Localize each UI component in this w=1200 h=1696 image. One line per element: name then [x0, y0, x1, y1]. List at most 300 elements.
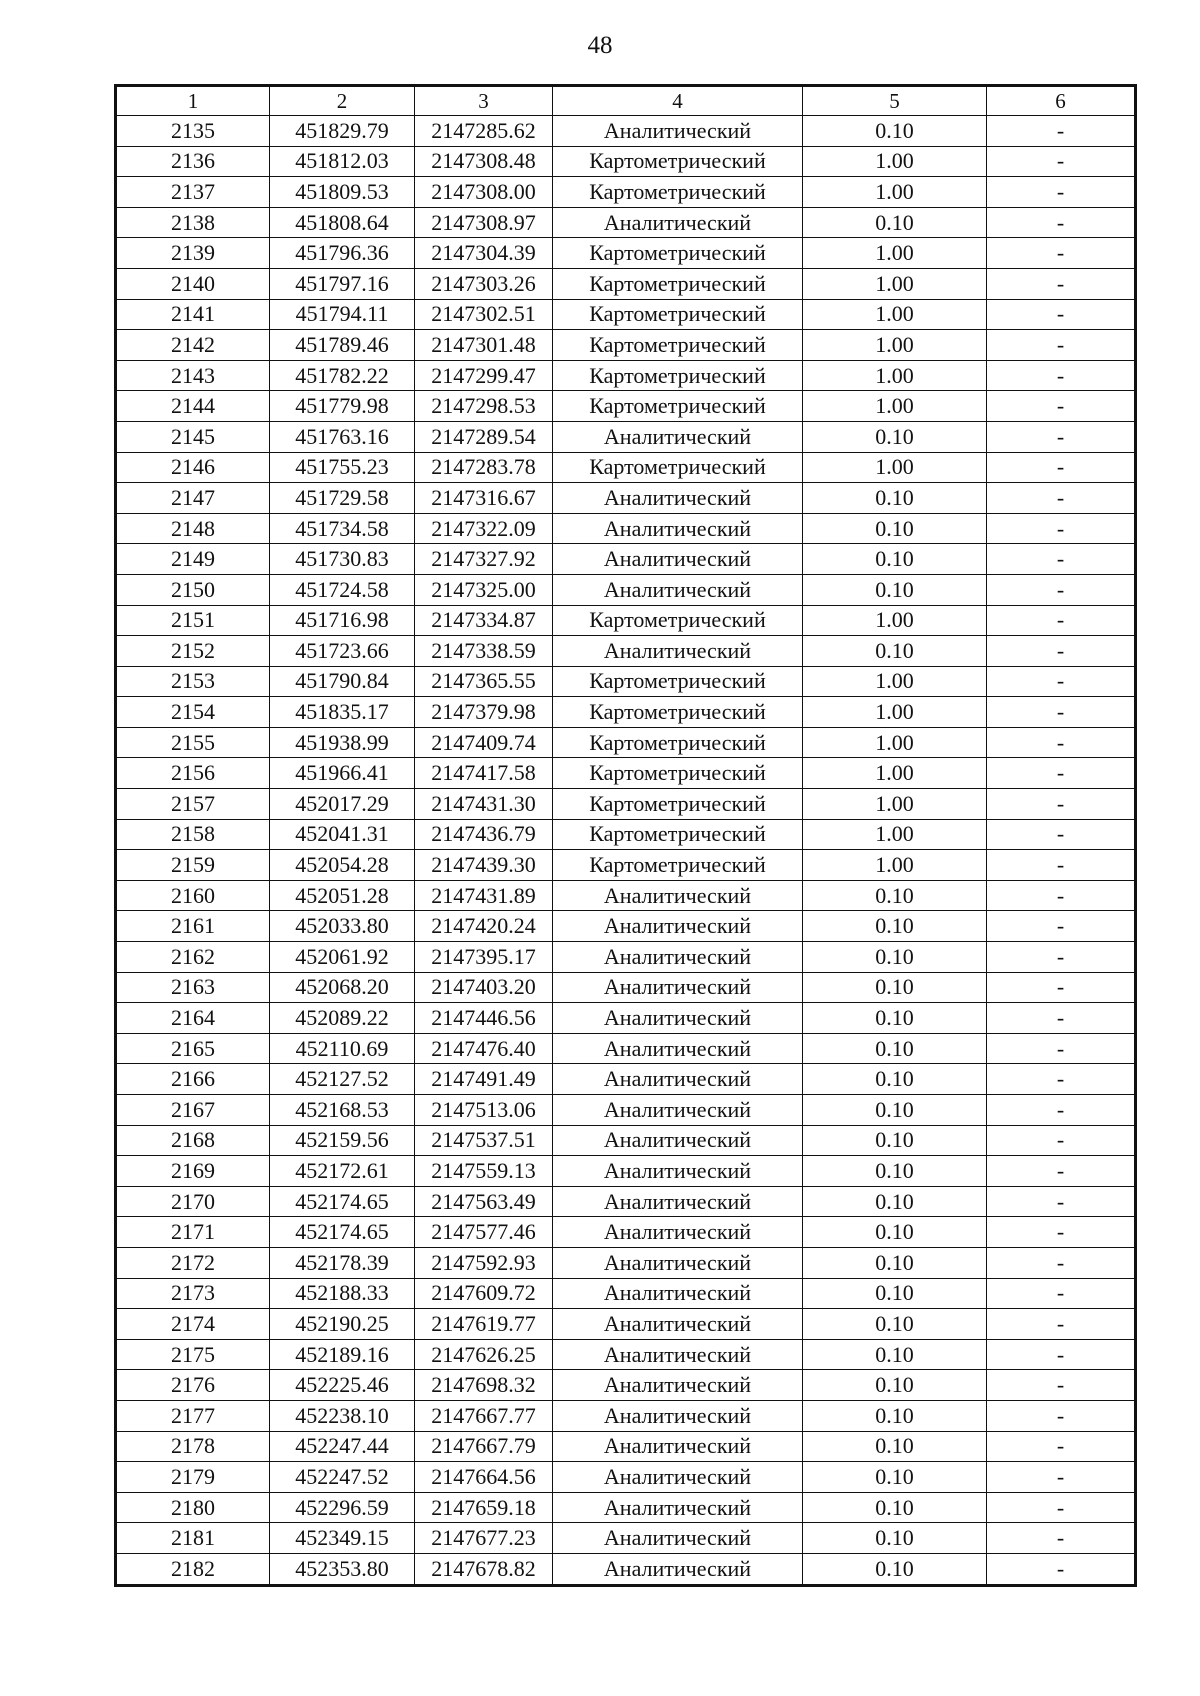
cell-y-coordinate: 2147431.30: [415, 789, 553, 820]
cell-point-number: 2135: [116, 116, 270, 147]
cell-accuracy: 0.10: [803, 636, 987, 667]
cell-note: -: [987, 574, 1136, 605]
cell-accuracy: 1.00: [803, 697, 987, 728]
header-row: [116, 86, 1136, 116]
cell-point-number: 2136: [116, 146, 270, 177]
coordinates-table: [114, 84, 1137, 1587]
cell-accuracy: 0.10: [803, 1400, 987, 1431]
cell-x-coordinate: 451779.98: [270, 391, 415, 422]
cell-method: Картометрический: [553, 697, 803, 728]
cell-accuracy: 0.10: [803, 513, 987, 544]
cell-method: Картометрический: [553, 391, 803, 422]
cell-note: -: [987, 1400, 1136, 1431]
cell-y-coordinate: 2147409.74: [415, 727, 553, 758]
table-header: [116, 86, 1136, 116]
cell-x-coordinate: 451938.99: [270, 727, 415, 758]
cell-point-number: 2161: [116, 911, 270, 942]
cell-method: Аналитический: [553, 972, 803, 1003]
cell-note: -: [987, 789, 1136, 820]
table-row: [116, 391, 1136, 422]
cell-y-coordinate: 2147395.17: [415, 942, 553, 973]
cell-y-coordinate: 2147338.59: [415, 636, 553, 667]
cell-note: -: [987, 452, 1136, 483]
cell-note: -: [987, 911, 1136, 942]
table-row: [116, 452, 1136, 483]
table-row: [116, 116, 1136, 147]
column-header: 1: [116, 86, 270, 116]
table-row: [116, 697, 1136, 728]
cell-accuracy: 0.10: [803, 1278, 987, 1309]
cell-y-coordinate: 2147476.40: [415, 1033, 553, 1064]
cell-accuracy: 1.00: [803, 330, 987, 361]
column-header: 4: [553, 86, 803, 116]
cell-note: -: [987, 146, 1136, 177]
cell-method: Аналитический: [553, 1064, 803, 1095]
cell-x-coordinate: 451797.16: [270, 268, 415, 299]
cell-note: -: [987, 1431, 1136, 1462]
cell-note: -: [987, 1492, 1136, 1523]
cell-point-number: 2153: [116, 666, 270, 697]
cell-note: -: [987, 1125, 1136, 1156]
cell-method: Картометрический: [553, 238, 803, 269]
cell-x-coordinate: 451734.58: [270, 513, 415, 544]
cell-note: -: [987, 330, 1136, 361]
cell-y-coordinate: 2147667.77: [415, 1400, 553, 1431]
table-row: [116, 942, 1136, 973]
cell-point-number: 2156: [116, 758, 270, 789]
cell-point-number: 2174: [116, 1309, 270, 1340]
cell-method: Аналитический: [553, 911, 803, 942]
cell-accuracy: 0.10: [803, 207, 987, 238]
cell-y-coordinate: 2147698.32: [415, 1370, 553, 1401]
cell-method: Аналитический: [553, 1370, 803, 1401]
cell-x-coordinate: 452033.80: [270, 911, 415, 942]
cell-x-coordinate: 452190.25: [270, 1309, 415, 1340]
cell-accuracy: 0.10: [803, 1125, 987, 1156]
cell-x-coordinate: 452017.29: [270, 789, 415, 820]
cell-point-number: 2177: [116, 1400, 270, 1431]
cell-point-number: 2152: [116, 636, 270, 667]
cell-point-number: 2145: [116, 421, 270, 452]
cell-method: Аналитический: [553, 483, 803, 514]
cell-accuracy: 1.00: [803, 452, 987, 483]
cell-note: -: [987, 207, 1136, 238]
cell-method: Аналитический: [553, 1217, 803, 1248]
table-row: [116, 330, 1136, 361]
cell-accuracy: 1.00: [803, 850, 987, 881]
cell-note: -: [987, 299, 1136, 330]
cell-note: -: [987, 1278, 1136, 1309]
cell-x-coordinate: 451808.64: [270, 207, 415, 238]
cell-x-coordinate: 451716.98: [270, 605, 415, 636]
table-row: [116, 1186, 1136, 1217]
table-row: [116, 1523, 1136, 1554]
table-body: [116, 116, 1136, 1586]
cell-accuracy: 0.10: [803, 421, 987, 452]
cell-method: Аналитический: [553, 1492, 803, 1523]
cell-method: Картометрический: [553, 819, 803, 850]
cell-note: -: [987, 1186, 1136, 1217]
cell-accuracy: 0.10: [803, 1431, 987, 1462]
table-row: [116, 727, 1136, 758]
cell-method: Аналитический: [553, 116, 803, 147]
cell-x-coordinate: 452178.39: [270, 1247, 415, 1278]
cell-x-coordinate: 451812.03: [270, 146, 415, 177]
cell-note: -: [987, 972, 1136, 1003]
column-header: 3: [415, 86, 553, 116]
cell-method: Картометрический: [553, 850, 803, 881]
cell-y-coordinate: 2147664.56: [415, 1462, 553, 1493]
cell-note: -: [987, 1095, 1136, 1126]
cell-point-number: 2162: [116, 942, 270, 973]
cell-point-number: 2138: [116, 207, 270, 238]
cell-x-coordinate: 452188.33: [270, 1278, 415, 1309]
table-row: [116, 574, 1136, 605]
cell-note: -: [987, 666, 1136, 697]
cell-x-coordinate: 451729.58: [270, 483, 415, 514]
table-row: [116, 299, 1136, 330]
cell-y-coordinate: 2147299.47: [415, 360, 553, 391]
cell-note: -: [987, 268, 1136, 299]
cell-y-coordinate: 2147513.06: [415, 1095, 553, 1126]
table-row: [116, 360, 1136, 391]
cell-point-number: 2151: [116, 605, 270, 636]
cell-method: Аналитический: [553, 1400, 803, 1431]
cell-method: Аналитический: [553, 421, 803, 452]
cell-point-number: 2182: [116, 1553, 270, 1585]
table-row: [116, 207, 1136, 238]
table-row: [116, 513, 1136, 544]
cell-point-number: 2149: [116, 544, 270, 575]
cell-x-coordinate: 451789.46: [270, 330, 415, 361]
cell-x-coordinate: 452172.61: [270, 1156, 415, 1187]
cell-note: -: [987, 758, 1136, 789]
column-header: 2: [270, 86, 415, 116]
cell-point-number: 2175: [116, 1339, 270, 1370]
cell-accuracy: 1.00: [803, 727, 987, 758]
cell-method: Аналитический: [553, 1033, 803, 1064]
cell-x-coordinate: 452247.44: [270, 1431, 415, 1462]
table-row: [116, 1247, 1136, 1278]
cell-method: Аналитический: [553, 1095, 803, 1126]
cell-x-coordinate: 451794.11: [270, 299, 415, 330]
cell-point-number: 2180: [116, 1492, 270, 1523]
cell-x-coordinate: 451809.53: [270, 177, 415, 208]
cell-point-number: 2178: [116, 1431, 270, 1462]
cell-point-number: 2158: [116, 819, 270, 850]
cell-y-coordinate: 2147667.79: [415, 1431, 553, 1462]
cell-x-coordinate: 452174.65: [270, 1186, 415, 1217]
cell-method: Аналитический: [553, 1003, 803, 1034]
cell-y-coordinate: 2147308.00: [415, 177, 553, 208]
cell-note: -: [987, 1339, 1136, 1370]
cell-accuracy: 0.10: [803, 972, 987, 1003]
cell-point-number: 2141: [116, 299, 270, 330]
table-row: [116, 483, 1136, 514]
cell-method: Картометрический: [553, 666, 803, 697]
cell-method: Картометрический: [553, 758, 803, 789]
cell-note: -: [987, 1156, 1136, 1187]
table-row: [116, 1003, 1136, 1034]
cell-y-coordinate: 2147285.62: [415, 116, 553, 147]
cell-method: Картометрический: [553, 605, 803, 636]
cell-method: Аналитический: [553, 1339, 803, 1370]
cell-x-coordinate: 452168.53: [270, 1095, 415, 1126]
table-row: [116, 1033, 1136, 1064]
cell-accuracy: 1.00: [803, 238, 987, 269]
cell-y-coordinate: 2147619.77: [415, 1309, 553, 1340]
cell-accuracy: 0.10: [803, 1370, 987, 1401]
table-row: [116, 421, 1136, 452]
cell-method: Картометрический: [553, 727, 803, 758]
cell-x-coordinate: 452051.28: [270, 880, 415, 911]
cell-method: Аналитический: [553, 1247, 803, 1278]
cell-note: -: [987, 483, 1136, 514]
cell-point-number: 2166: [116, 1064, 270, 1095]
cell-method: Аналитический: [553, 574, 803, 605]
cell-point-number: 2169: [116, 1156, 270, 1187]
cell-accuracy: 0.10: [803, 544, 987, 575]
cell-note: -: [987, 1247, 1136, 1278]
cell-y-coordinate: 2147677.23: [415, 1523, 553, 1554]
cell-x-coordinate: 452225.46: [270, 1370, 415, 1401]
cell-y-coordinate: 2147379.98: [415, 697, 553, 728]
cell-x-coordinate: 451966.41: [270, 758, 415, 789]
cell-y-coordinate: 2147446.56: [415, 1003, 553, 1034]
table-row: [116, 636, 1136, 667]
cell-method: Аналитический: [553, 1309, 803, 1340]
table-row: [116, 605, 1136, 636]
cell-point-number: 2157: [116, 789, 270, 820]
cell-y-coordinate: 2147678.82: [415, 1553, 553, 1585]
cell-note: -: [987, 238, 1136, 269]
cell-method: Аналитический: [553, 544, 803, 575]
cell-accuracy: 1.00: [803, 391, 987, 422]
cell-accuracy: 0.10: [803, 1523, 987, 1554]
cell-point-number: 2154: [116, 697, 270, 728]
cell-accuracy: 1.00: [803, 819, 987, 850]
cell-x-coordinate: 452041.31: [270, 819, 415, 850]
table-row: [116, 1217, 1136, 1248]
cell-note: -: [987, 513, 1136, 544]
cell-y-coordinate: 2147417.58: [415, 758, 553, 789]
cell-accuracy: 0.10: [803, 942, 987, 973]
cell-point-number: 2170: [116, 1186, 270, 1217]
cell-note: -: [987, 1370, 1136, 1401]
cell-accuracy: 1.00: [803, 666, 987, 697]
cell-method: Картометрический: [553, 360, 803, 391]
cell-x-coordinate: 452189.16: [270, 1339, 415, 1370]
cell-y-coordinate: 2147491.49: [415, 1064, 553, 1095]
cell-x-coordinate: 452110.69: [270, 1033, 415, 1064]
cell-point-number: 2139: [116, 238, 270, 269]
cell-note: -: [987, 880, 1136, 911]
cell-point-number: 2179: [116, 1462, 270, 1493]
cell-note: -: [987, 819, 1136, 850]
table-row: [116, 1064, 1136, 1095]
cell-accuracy: 1.00: [803, 789, 987, 820]
cell-x-coordinate: 452068.20: [270, 972, 415, 1003]
cell-point-number: 2163: [116, 972, 270, 1003]
cell-method: Аналитический: [553, 1431, 803, 1462]
cell-point-number: 2148: [116, 513, 270, 544]
cell-accuracy: 0.10: [803, 1339, 987, 1370]
cell-accuracy: 1.00: [803, 177, 987, 208]
cell-accuracy: 0.10: [803, 116, 987, 147]
cell-y-coordinate: 2147365.55: [415, 666, 553, 697]
cell-point-number: 2164: [116, 1003, 270, 1034]
cell-point-number: 2137: [116, 177, 270, 208]
cell-method: Аналитический: [553, 1278, 803, 1309]
cell-method: Аналитический: [553, 1186, 803, 1217]
cell-point-number: 2143: [116, 360, 270, 391]
cell-y-coordinate: 2147322.09: [415, 513, 553, 544]
cell-note: -: [987, 391, 1136, 422]
cell-y-coordinate: 2147303.26: [415, 268, 553, 299]
cell-x-coordinate: 452349.15: [270, 1523, 415, 1554]
cell-accuracy: 1.00: [803, 605, 987, 636]
cell-x-coordinate: 451829.79: [270, 116, 415, 147]
table-row: [116, 268, 1136, 299]
cell-y-coordinate: 2147283.78: [415, 452, 553, 483]
cell-method: Картометрический: [553, 789, 803, 820]
cell-y-coordinate: 2147420.24: [415, 911, 553, 942]
table-row: [116, 1339, 1136, 1370]
cell-y-coordinate: 2147298.53: [415, 391, 553, 422]
cell-y-coordinate: 2147302.51: [415, 299, 553, 330]
cell-accuracy: 0.10: [803, 574, 987, 605]
table-row: [116, 666, 1136, 697]
table-row: [116, 850, 1136, 881]
cell-accuracy: 0.10: [803, 1217, 987, 1248]
cell-y-coordinate: 2147626.25: [415, 1339, 553, 1370]
table-row: [116, 1553, 1136, 1585]
cell-point-number: 2150: [116, 574, 270, 605]
cell-accuracy: 0.10: [803, 1033, 987, 1064]
cell-accuracy: 0.10: [803, 1156, 987, 1187]
cell-point-number: 2167: [116, 1095, 270, 1126]
cell-method: Картометрический: [553, 177, 803, 208]
cell-point-number: 2147: [116, 483, 270, 514]
cell-y-coordinate: 2147592.93: [415, 1247, 553, 1278]
cell-accuracy: 1.00: [803, 268, 987, 299]
cell-note: -: [987, 177, 1136, 208]
table-row: [116, 1492, 1136, 1523]
table-row: [116, 1400, 1136, 1431]
coordinates-table-container: [114, 84, 1137, 1587]
cell-accuracy: 1.00: [803, 360, 987, 391]
cell-accuracy: 0.10: [803, 1309, 987, 1340]
cell-y-coordinate: 2147609.72: [415, 1278, 553, 1309]
cell-x-coordinate: 452238.10: [270, 1400, 415, 1431]
cell-x-coordinate: 451724.58: [270, 574, 415, 605]
cell-y-coordinate: 2147334.87: [415, 605, 553, 636]
cell-note: -: [987, 1309, 1136, 1340]
cell-y-coordinate: 2147316.67: [415, 483, 553, 514]
table-row: [116, 911, 1136, 942]
table-row: [116, 1278, 1136, 1309]
cell-x-coordinate: 452296.59: [270, 1492, 415, 1523]
cell-point-number: 2165: [116, 1033, 270, 1064]
cell-point-number: 2171: [116, 1217, 270, 1248]
cell-point-number: 2173: [116, 1278, 270, 1309]
cell-method: Аналитический: [553, 1553, 803, 1585]
cell-y-coordinate: 2147327.92: [415, 544, 553, 575]
table-row: [116, 177, 1136, 208]
cell-x-coordinate: 452247.52: [270, 1462, 415, 1493]
cell-point-number: 2172: [116, 1247, 270, 1278]
cell-y-coordinate: 2147563.49: [415, 1186, 553, 1217]
cell-accuracy: 0.10: [803, 911, 987, 942]
cell-note: -: [987, 942, 1136, 973]
cell-x-coordinate: 452054.28: [270, 850, 415, 881]
cell-method: Аналитический: [553, 207, 803, 238]
cell-y-coordinate: 2147304.39: [415, 238, 553, 269]
cell-point-number: 2176: [116, 1370, 270, 1401]
cell-y-coordinate: 2147325.00: [415, 574, 553, 605]
cell-accuracy: 0.10: [803, 1553, 987, 1585]
table-row: [116, 1309, 1136, 1340]
cell-y-coordinate: 2147308.97: [415, 207, 553, 238]
cell-method: Картометрический: [553, 299, 803, 330]
cell-y-coordinate: 2147559.13: [415, 1156, 553, 1187]
cell-accuracy: 0.10: [803, 1247, 987, 1278]
cell-note: -: [987, 697, 1136, 728]
cell-note: -: [987, 1033, 1136, 1064]
cell-accuracy: 1.00: [803, 299, 987, 330]
cell-x-coordinate: 452353.80: [270, 1553, 415, 1585]
table-row: [116, 1156, 1136, 1187]
cell-x-coordinate: 451782.22: [270, 360, 415, 391]
cell-note: -: [987, 727, 1136, 758]
cell-note: -: [987, 605, 1136, 636]
cell-point-number: 2168: [116, 1125, 270, 1156]
cell-method: Аналитический: [553, 636, 803, 667]
cell-x-coordinate: 451835.17: [270, 697, 415, 728]
cell-accuracy: 0.10: [803, 483, 987, 514]
cell-note: -: [987, 1217, 1136, 1248]
cell-point-number: 2144: [116, 391, 270, 422]
cell-note: -: [987, 544, 1136, 575]
cell-x-coordinate: 451796.36: [270, 238, 415, 269]
cell-note: -: [987, 1064, 1136, 1095]
cell-note: -: [987, 1003, 1136, 1034]
table-row: [116, 880, 1136, 911]
cell-y-coordinate: 2147403.20: [415, 972, 553, 1003]
cell-accuracy: 0.10: [803, 1095, 987, 1126]
cell-method: Аналитический: [553, 1523, 803, 1554]
column-header: 6: [987, 86, 1136, 116]
table-row: [116, 544, 1136, 575]
cell-x-coordinate: 451723.66: [270, 636, 415, 667]
cell-y-coordinate: 2147577.46: [415, 1217, 553, 1248]
table-row: [116, 1370, 1136, 1401]
cell-method: Картометрический: [553, 330, 803, 361]
table-row: [116, 819, 1136, 850]
table-row: [116, 1095, 1136, 1126]
cell-note: -: [987, 1553, 1136, 1585]
cell-note: -: [987, 1462, 1136, 1493]
column-header: 5: [803, 86, 987, 116]
cell-accuracy: 0.10: [803, 1462, 987, 1493]
cell-accuracy: 0.10: [803, 1064, 987, 1095]
cell-x-coordinate: 452127.52: [270, 1064, 415, 1095]
cell-point-number: 2146: [116, 452, 270, 483]
cell-x-coordinate: 452061.92: [270, 942, 415, 973]
cell-x-coordinate: 452159.56: [270, 1125, 415, 1156]
cell-accuracy: 0.10: [803, 880, 987, 911]
cell-point-number: 2140: [116, 268, 270, 299]
